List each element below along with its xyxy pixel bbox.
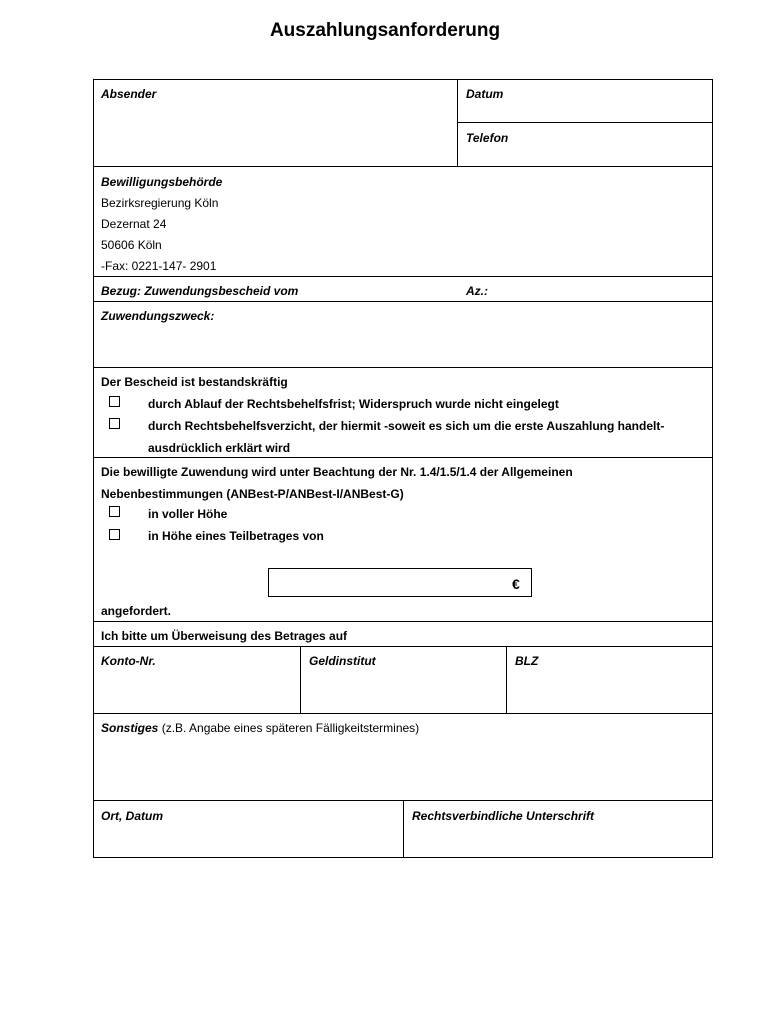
- full-amount-checkbox[interactable]: [109, 506, 120, 517]
- bank-divider-1: [300, 646, 301, 714]
- misc-hint: (z.B. Angabe eines späteren Fälligkeitstermines): [161, 721, 420, 735]
- requested-label: angefordert.: [101, 604, 172, 618]
- bank-divider-2: [506, 646, 507, 714]
- authority-line: 50606 Köln: [101, 238, 162, 252]
- expiry-checkbox[interactable]: [109, 396, 120, 407]
- signature-label: Rechtsverbindliche Unterschrift: [412, 809, 595, 823]
- place-date-label: Ort, Datum: [101, 809, 164, 823]
- waiver-checkbox[interactable]: [109, 418, 120, 429]
- sender-section: [93, 79, 713, 167]
- signature-divider: [403, 800, 404, 858]
- decision-heading: Der Bescheid ist bestandskräftig: [101, 375, 288, 389]
- authority-line: -Fax: 0221-147- 2901: [101, 259, 217, 273]
- purpose-label: Zuwendungszweck:: [101, 309, 215, 323]
- transfer-heading: Ich bitte um Überweisung des Betrages auf: [101, 629, 348, 643]
- phone-label: Telefon: [466, 131, 509, 145]
- az-label: Az.:: [466, 284, 488, 298]
- sender-divider: [457, 79, 458, 167]
- misc-text: [101, 721, 419, 735]
- grant-text-line2: Nebenbestimmungen (ANBest-P/ANBest-I/ANBest-G): [101, 487, 404, 501]
- grant-text-line1: Die bewilligte Zuwendung wird unter Beachtung der Nr. 1.4/1.5/1.4 der Allgemeinen: [101, 465, 573, 479]
- amount-field[interactable]: [268, 568, 532, 597]
- expiry-option-label: durch Ablauf der Rechtsbehelfsfrist; Widerspruch wurde nicht eingelegt: [148, 397, 559, 411]
- authority-line: Dezernat 24: [101, 217, 167, 231]
- authority-line: Bezirksregierung Köln: [101, 196, 219, 210]
- blz-label: BLZ: [515, 654, 539, 668]
- page-title: Auszahlungsanforderung: [269, 20, 501, 41]
- euro-symbol: €: [512, 576, 520, 592]
- authority-label: Bewilligungsbehörde: [101, 175, 223, 189]
- bank-details-section: [93, 646, 713, 714]
- waiver-option-label: durch Rechtsbehelfsverzicht, der hiermit -soweit es sich um die erste Auszahlung handelt-: [148, 419, 665, 433]
- partial-amount-checkbox[interactable]: [109, 529, 120, 540]
- reference-label: Bezug: Zuwendungsbescheid vom: [101, 284, 299, 298]
- misc-label: Sonstiges: [101, 721, 159, 735]
- account-label: Konto-Nr.: [101, 654, 156, 668]
- full-amount-label: in voller Höhe: [148, 507, 228, 521]
- sender-label: Absender: [101, 87, 157, 101]
- partial-amount-label: in Höhe eines Teilbetrages von: [148, 529, 324, 543]
- date-label: Datum: [466, 87, 504, 101]
- date-phone-divider: [457, 122, 713, 123]
- waiver-option-label-cont: ausdrücklich erklärt wird: [148, 441, 291, 455]
- bank-label: Geldinstitut: [309, 654, 376, 668]
